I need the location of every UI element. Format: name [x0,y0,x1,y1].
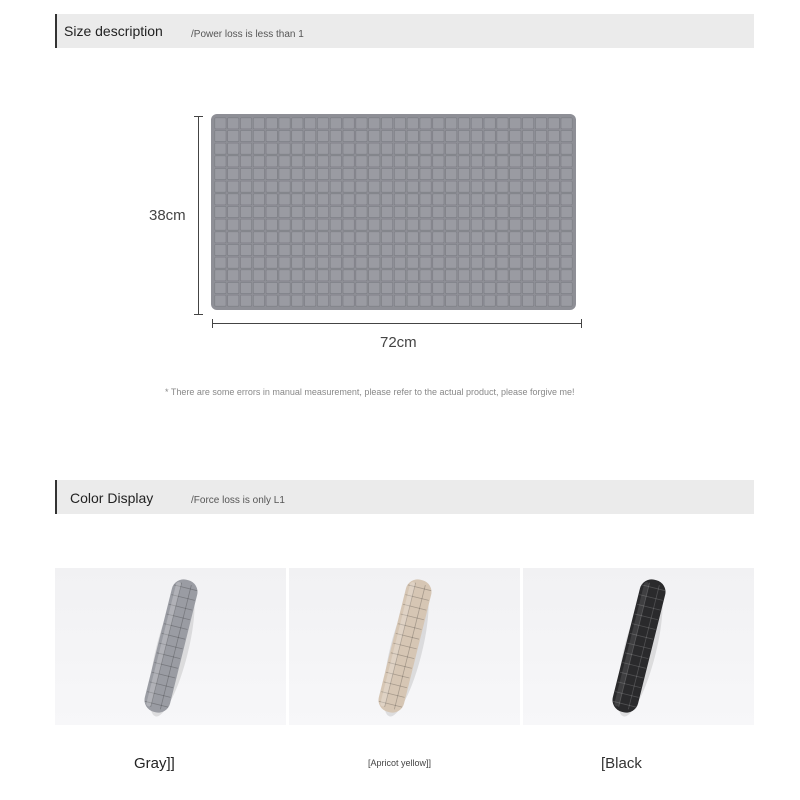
width-dimension-cap [581,319,582,328]
color-display-header [55,480,754,514]
bath-mat-image [211,114,576,310]
height-dimension-cap [194,314,203,315]
width-dimension-cap [212,319,213,328]
rolled-mat-black [523,568,754,725]
height-dimension-line [198,116,199,315]
rolled-mat-apricot [289,568,520,725]
width-dimension-line [212,323,582,324]
black-caption: [Black [601,755,642,772]
gray-mat-photo [55,568,286,725]
apricot-caption: [Apricot yellow]] [368,758,432,768]
section-subtitle: /Force loss is only L1 [191,495,285,506]
size-description-header [55,14,754,48]
gray-caption: Gray]] [134,755,175,772]
rolled-mat-gray [55,568,286,725]
section-title: Size description [64,23,163,39]
width-label: 72cm [380,334,417,351]
measurement-note: * There are some errors in manual measurement, please refer to the actual product, please forgive me! [165,387,575,397]
bath-mat-grid [211,114,576,310]
height-dimension-cap [194,116,203,117]
black-mat-photo [523,568,754,725]
section-subtitle: /Power loss is less than 1 [191,29,304,40]
section-title: Color Display [70,490,154,506]
apricot-mat-photo [289,568,520,725]
height-label: 38cm [149,207,186,224]
